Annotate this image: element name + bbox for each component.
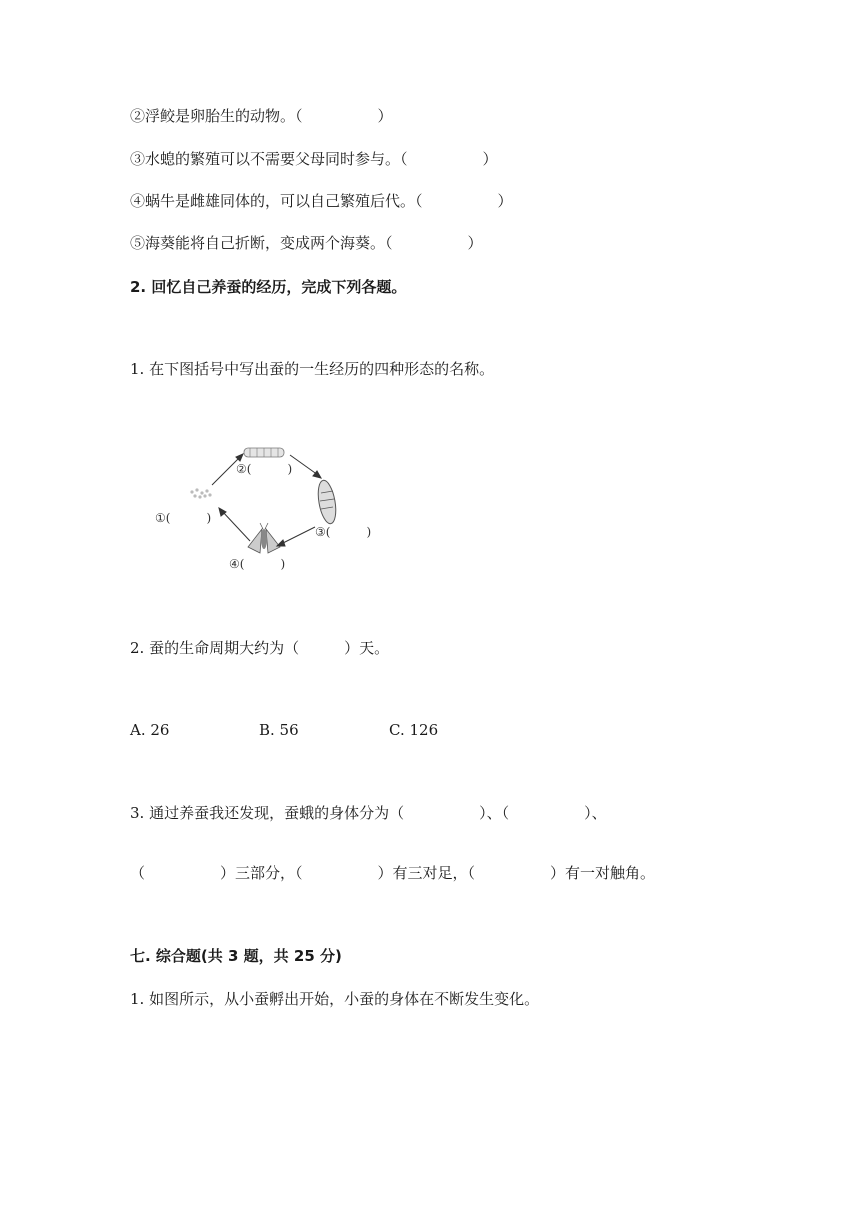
larva-drawing	[244, 448, 284, 457]
label-1: ①( )	[155, 511, 212, 525]
label-4: ④( )	[229, 557, 286, 571]
label-2: ②( )	[236, 462, 293, 476]
option-c: C. 126	[389, 721, 439, 739]
moth-drawing	[248, 523, 280, 553]
judgment-5: ⑤海葵能将自己折断，变成两个海葵。（ ）	[130, 234, 483, 252]
question-2-title: 2. 回忆自己养蚕的经历，完成下列各题。	[130, 278, 407, 296]
option-a: A. 26	[130, 721, 170, 739]
section-7-title: 七. 综合题(共 3 题，共 25 分)	[130, 947, 342, 965]
judgment-4: ④蜗牛是雌雄同体的，可以自己繁殖后代。（ ）	[130, 192, 513, 210]
option-b: B. 56	[259, 721, 299, 739]
sub-question-2: 2. 蚕的生命周期大约为（ ）天。	[130, 639, 390, 657]
judgment-2: ②浮鲛是卵胎生的动物。（ ）	[130, 107, 393, 125]
sub-question-3-line-1: 3. 通过养蚕我还发现，蚕蛾的身体分为（ ）、（ ）、	[130, 804, 607, 822]
sub-question-1: 1. 在下图括号中写出蚕的一生经历的四种形态的名称。	[130, 360, 495, 378]
sub-question-3-line-2: （ ）三部分，（ ）有三对足，（ ）有一对触角。	[130, 864, 656, 882]
judgment-3: ③水螅的繁殖可以不需要父母同时参与。（ ）	[130, 150, 498, 168]
pupa-drawing	[315, 479, 338, 525]
egg-drawing	[190, 488, 211, 498]
label-3: ③( )	[315, 525, 372, 539]
silkworm-lifecycle-diagram	[140, 435, 400, 585]
question-7-1: 1. 如图所示，从小蚕孵出开始，小蚕的身体在不断发生变化。	[130, 990, 540, 1008]
